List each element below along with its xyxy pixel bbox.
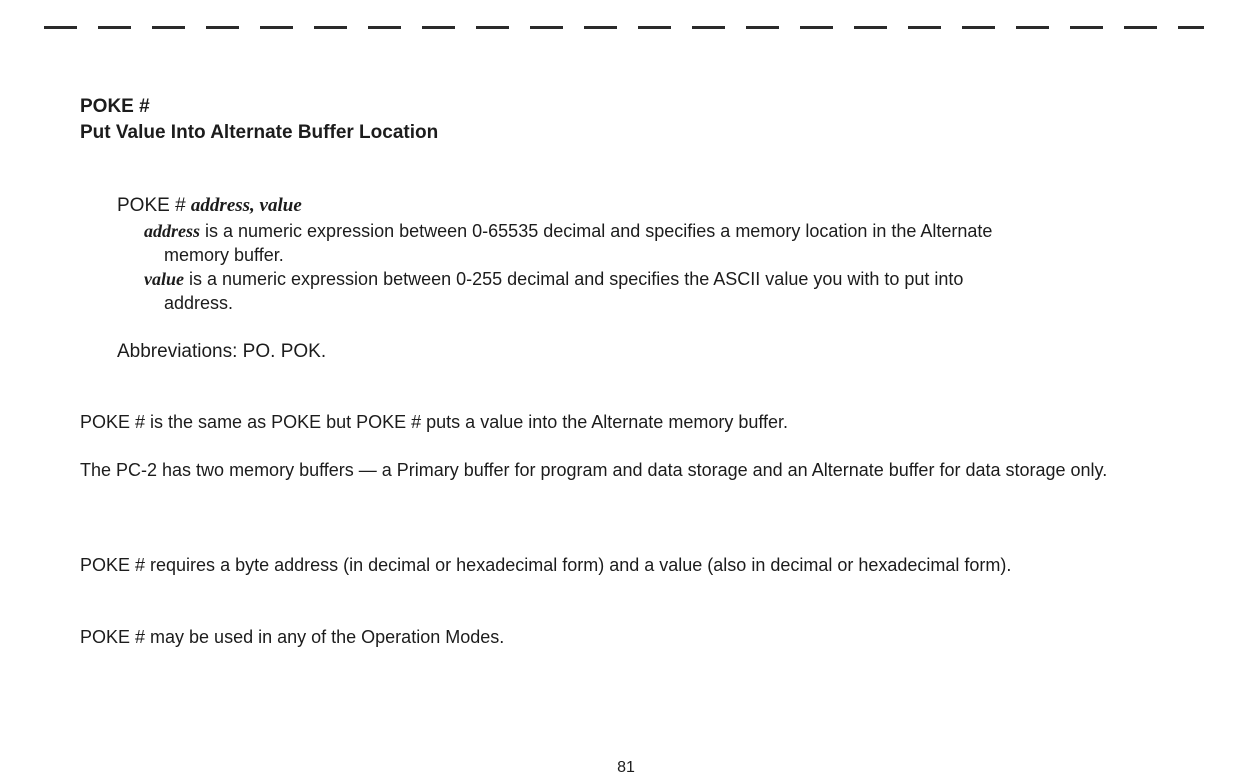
- param-line: [144, 267, 1160, 291]
- perforation-line: [44, 26, 1204, 29]
- paragraph-requires-address: POKE # requires a byte address (in decimal or hexadecimal form) and a value (also in decimal or hexadecimal form).: [80, 555, 1012, 575]
- syntax-line: [117, 194, 302, 218]
- page-number: 81: [617, 759, 635, 776]
- paragraph-memory-buffers: The PC-2 has two memory buffers — a Primary buffer for program and data storage and an Alternate buffer for data storage only.: [80, 460, 1108, 480]
- abbreviations: Abbreviations: PO. POK.: [117, 341, 327, 362]
- param-address: [144, 219, 1160, 267]
- param-line: [144, 219, 1160, 243]
- syntax-args: address, value: [190, 195, 302, 216]
- page-title: POKE #: [80, 96, 150, 117]
- param-description: is a numeric expression between 0-65535 decimal and specifies a memory location in the Alternate: [200, 221, 993, 241]
- param-name: value: [144, 269, 184, 289]
- param-name: address: [144, 221, 201, 241]
- param-value: [144, 267, 1160, 315]
- paragraph-same-as-poke: POKE # is the same as POKE but POKE # puts a value into the Alternate memory buffer.: [80, 412, 789, 432]
- param-continuation: memory buffer.: [164, 245, 284, 265]
- paragraph-operation-modes: POKE # may be used in any of the Operation Modes.: [80, 627, 505, 647]
- page-subtitle: Put Value Into Alternate Buffer Location: [80, 122, 439, 143]
- param-description: is a numeric expression between 0-255 decimal and specifies the ASCII value you with to put into: [184, 269, 964, 289]
- param-continuation: address.: [164, 293, 234, 313]
- syntax-command: POKE #: [117, 195, 191, 216]
